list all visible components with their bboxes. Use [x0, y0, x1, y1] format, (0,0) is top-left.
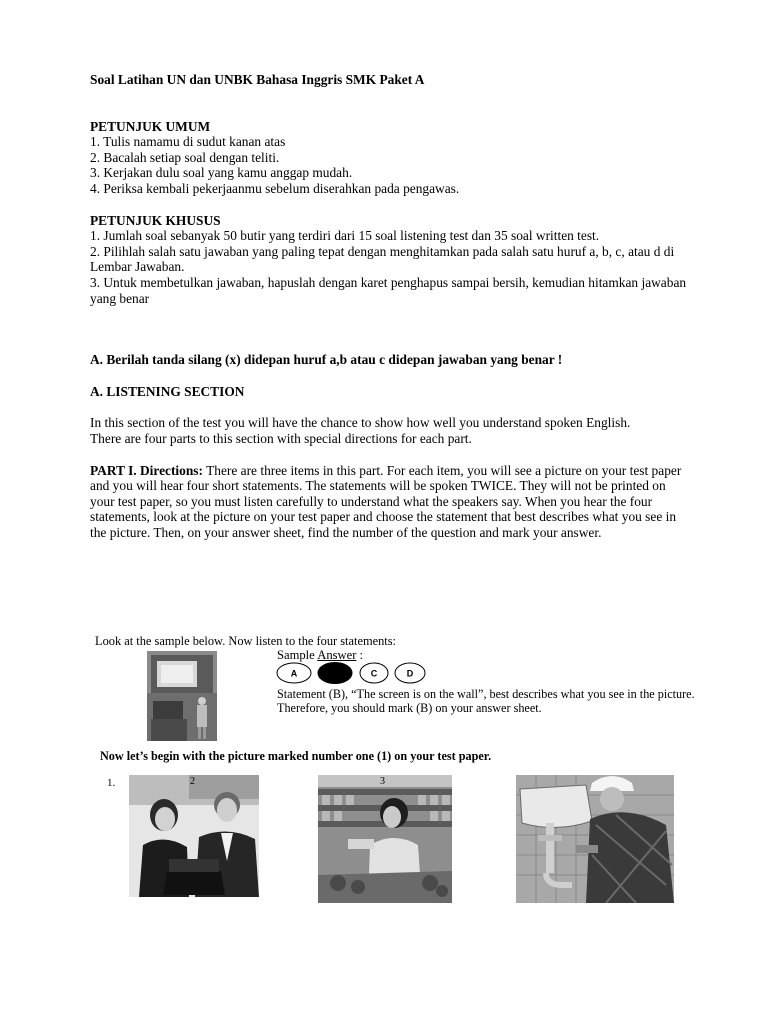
- petunjuk-khusus-item: 2. Pilihlah salah satu jawaban yang paling tepat dengan menghitamkan pada salah satu huruf a, b, c, atau d di Lembar Jawaban.: [90, 243, 675, 275]
- picture-number: 2: [190, 776, 195, 787]
- petunjuk-khusus-item: 3. Untuk membetulkan jawaban, hapuslah dengan karet penghapus sampai bersih, kemudian hitamkan jawaban yang benar: [90, 274, 687, 306]
- sample-instruction: Look at the sample below. Now listen to the four statements:: [95, 634, 396, 648]
- part1-text: There are three items in this part. For each item, you will see a picture on your test paper and you will hear four short statements. The statements will be spoken TWICE. They will not be printed on your test paper, so you must listen carefully to understand what the speakers say. When you hear the four statements, look at the picture on your test paper and choose the statement that best describes what you see in the picture. Then, on your answer sheet, find the number of the question and mark your answer.: [90, 462, 682, 540]
- sample-answer-bubbles: [276, 662, 436, 684]
- photo-woman-shopping: [318, 775, 452, 903]
- svg-text:A: A: [290, 668, 298, 679]
- part1-directions: [90, 463, 690, 541]
- begin-instruction: Now let’s begin with the picture marked number one (1) on your test paper.: [100, 749, 492, 763]
- petunjuk-khusus-item: 1. Jumlah soal sebanyak 50 butir yang terdiri dari 15 soal listening test dan 35 soal written test.: [90, 228, 600, 244]
- listening-intro-2: There are four parts to this section with special directions for each part.: [90, 430, 472, 446]
- part1-label: PART I. Directions:: [90, 462, 203, 478]
- sample-answer-label: Sample Answer :: [277, 648, 364, 662]
- listening-intro: In this section of the test you will have the chance to show how well you understand spoken English.: [90, 415, 631, 431]
- document-body: [90, 72, 690, 540]
- bubble-c: [360, 663, 388, 683]
- petunjuk-umum-heading: PETUNJUK UMUM: [90, 118, 211, 134]
- bubble-b-selected: [318, 663, 352, 684]
- document-title: Soal Latihan UN dan UNBK Bahasa Inggris SMK Paket A: [90, 72, 425, 87]
- svg-text:C: C: [370, 668, 378, 679]
- item-number: 1.: [107, 777, 116, 789]
- photo-business-people-laptop: [129, 775, 259, 897]
- photo-plumber-sink: [516, 775, 674, 903]
- listening-section-heading: A. LISTENING SECTION: [90, 383, 245, 399]
- petunjuk-khusus-heading: PETUNJUK KHUSUS: [90, 212, 221, 228]
- bubble-d: [395, 663, 425, 683]
- instruction-a: A. Berilah tanda silang (x) didepan huruf a,b atau c didepan jawaban yang benar !: [90, 352, 563, 368]
- bubble-a: [277, 663, 311, 683]
- sample-area: [95, 634, 695, 734]
- picture-number: 3: [380, 776, 385, 787]
- petunjuk-umum-item: 2. Bacalah setiap soal dengan teliti.: [90, 149, 280, 165]
- svg-text:D: D: [406, 668, 414, 679]
- petunjuk-umum-item: 4. Periksa kembali pekerjaanmu sebelum diserahkan pada pengawas.: [90, 180, 460, 196]
- petunjuk-umum-item: 3. Kerjakan dulu soal yang kamu anggap mudah.: [90, 165, 353, 181]
- petunjuk-umum-item: 1. Tulis namamu di sudut kanan atas: [90, 134, 286, 150]
- sample-statement: Statement (B), “The screen is on the wall”, best describes what you see in the picture. Therefore, you should mark (B) on your answer sheet.: [277, 687, 695, 715]
- sample-photo-classroom: [147, 651, 217, 741]
